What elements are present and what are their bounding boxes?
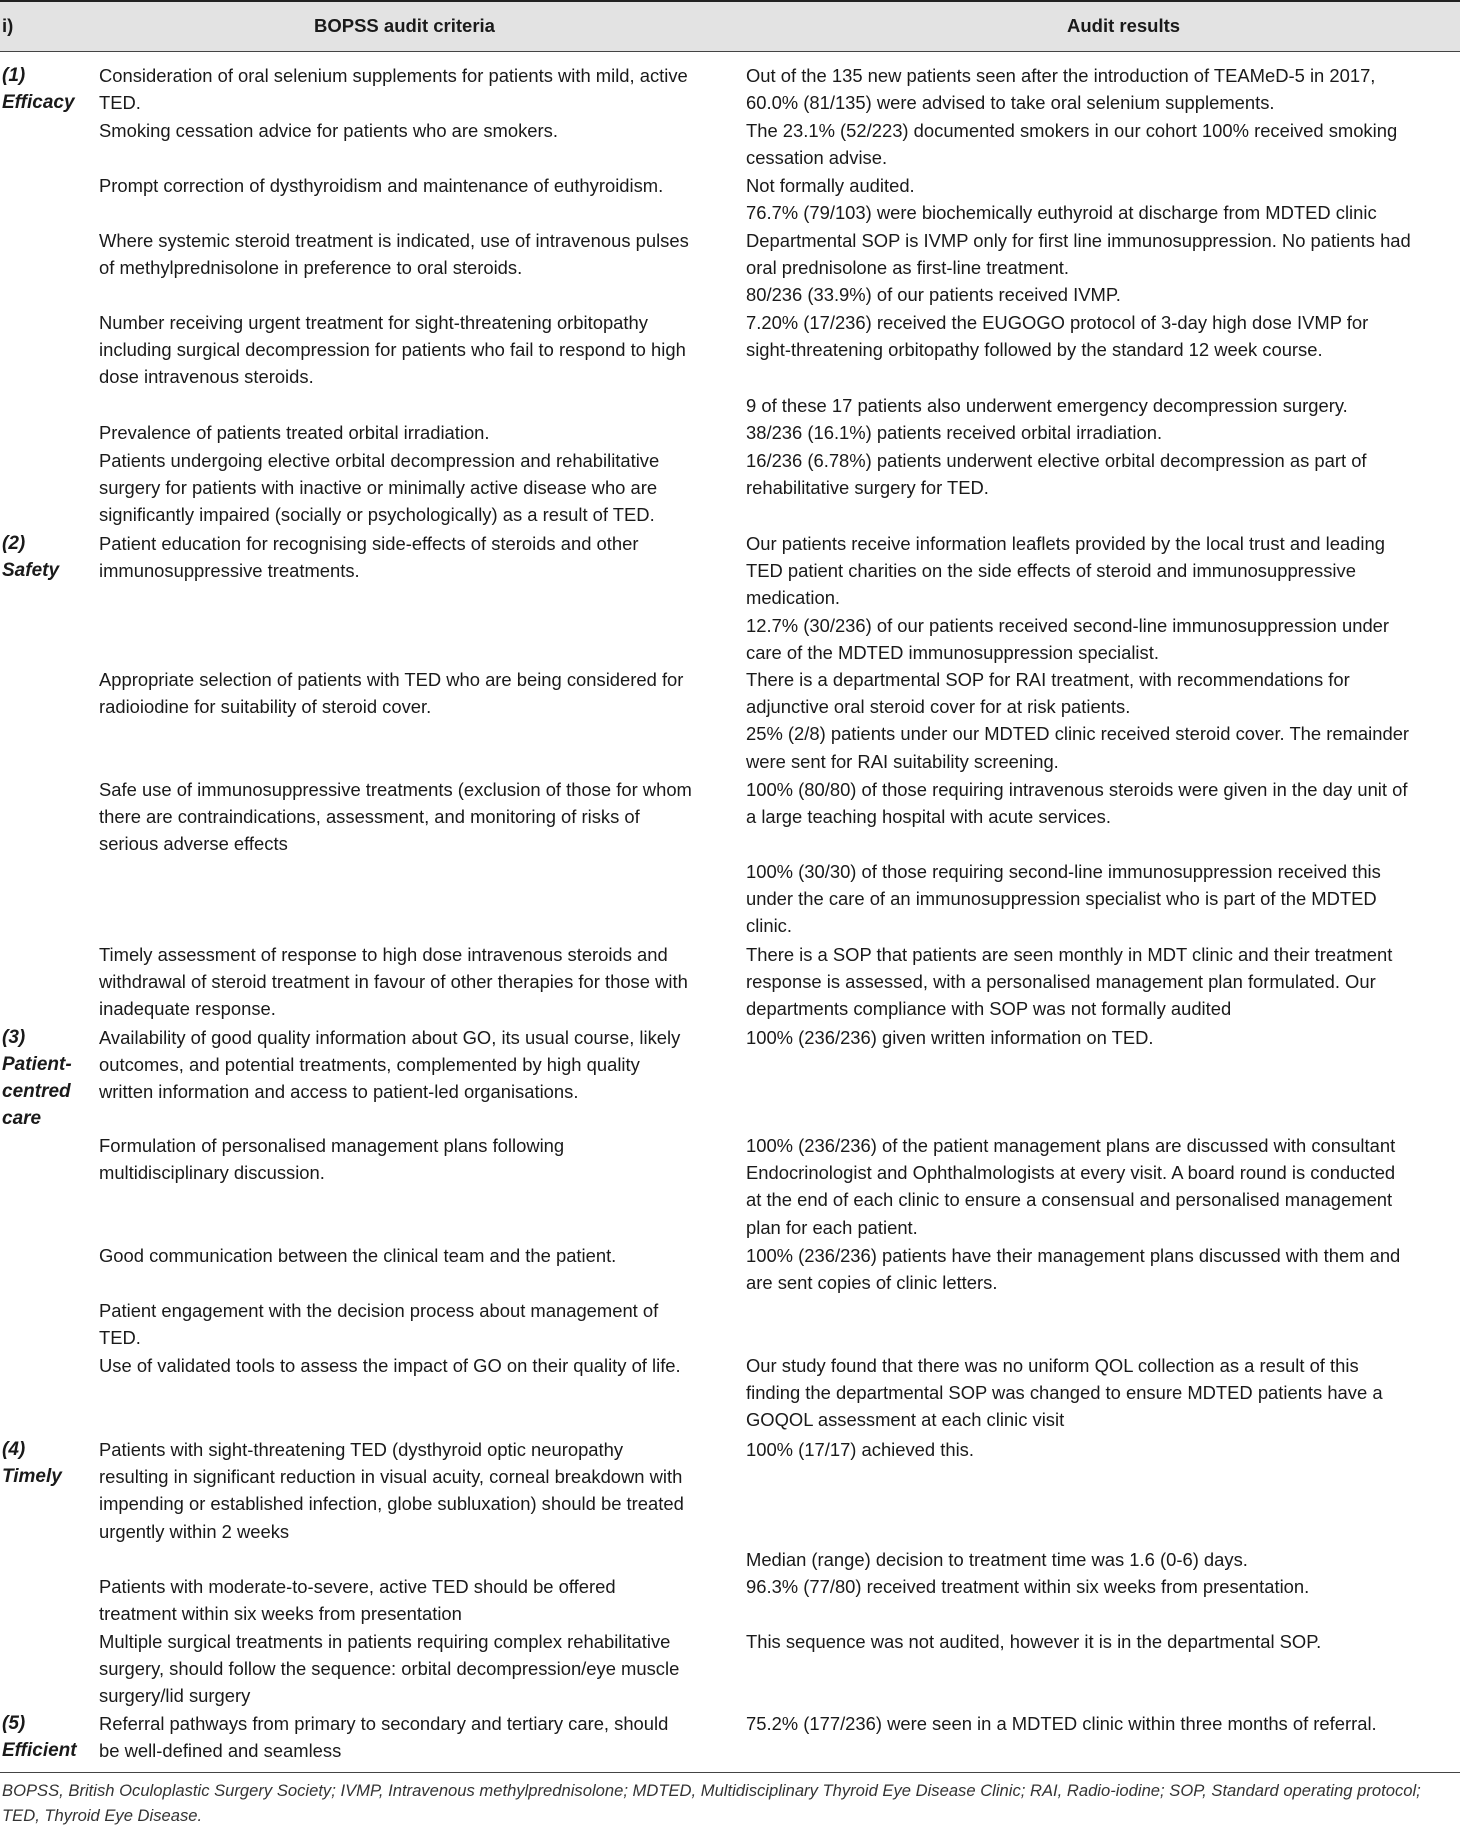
criterion-urgent-treatment: Number receiving urgent treatment for sight-threatening orbitopathy including surgical decompression for patients who fail to respond to high dose intravenous steroids. [99,312,686,388]
result-emergency-decompression: 9 of these 17 patients also underwent emergency decompression surgery. [746,395,1348,416]
result-selenium: Out of the 135 new patients seen after the introduction of TEAMeD-5 in 2017, 60.0% (81/135) were advised to take oral selenium supplements. [746,65,1376,114]
result-radioiodine-selection: There is a departmental SOP for RAI treatment, with recommendations for adjunctive oral steroid cover for at risk patients. 25% (2/8) patients under our MDTED clinic received steroid cover. The remainder were sent for RAI suitability screening. [746,669,1410,772]
results-column-heading: Audit results [1067,15,1181,36]
criterion-orbital-irradiation: Prevalence of patients treated orbital irradiation. [99,422,490,443]
result-orbital-irradiation: 38/236 (16.1%) patients received orbital irradiation. [746,422,1163,443]
result-communication: 100% (236/236) patients have their management plans discussed with them and are sent copies of clinic letters. [746,1245,1401,1294]
criterion-iv-methylprednisolone: Where systemic steroid treatment is indicated, use of intravenous pulses of methylprednisolone in preference to oral steroids. [99,230,689,279]
category-efficacy: (1) Efficacy [2,65,75,113]
result-urgent-treatment: 7.20% (17/236) received the EUGOGO protocol of 3-day high dose IVMP for sight-threatening orbitopathy followed by the standard 12 week course. [746,312,1369,361]
result-euthyroidism: Not formally audited. 76.7% (79/103) were biochemically euthyroid at discharge from MDTED clinic [746,175,1377,224]
criterion-euthyroidism: Prompt correction of dysthyroidism and maintenance of euthyroidism. [99,175,664,196]
criterion-radioiodine-selection: Appropriate selection of patients with TED who are being considered for radioiodine for suitability of steroid cover. [99,669,684,718]
result-sight-threatening-ted: 100% (17/17) achieved this. [746,1439,974,1460]
category-efficient: (5) Efficient [2,1713,77,1761]
result-six-weeks-treatment: 96.3% (77/80) received treatment within six weeks from presentation. [746,1576,1310,1597]
category-safety: (2) Safety [2,533,60,581]
criteria-column-heading: BOPSS audit criteria [314,15,495,36]
table-label: i) [2,15,14,36]
criterion-sight-threatening-ted: Patients with sight-threatening TED (dysthyroid optic neuropathy resulting in significant reduction in visual acuity, corneal breakdown with impending or established infection, globe subluxation) should be treated urgently within 2 weeks [99,1439,684,1542]
table-header [0,0,1460,52]
result-second-line-immunosuppression: 100% (30/30) of those requiring second-line immunosuppression received this under the care of an immunosuppression specialist who is part of the MDTED clinic. [746,861,1381,937]
criterion-response-assessment: Timely assessment of response to high dose intravenous steroids and withdrawal of steroid treatment in favour of other therapies for those with inadequate response. [99,944,688,1020]
result-response-assessment: There is a SOP that patients are seen monthly in MDT clinic and their treatment response is assessed, with a personalised management plan formulated. Our departments compliance with SOP was not formally audited [746,944,1393,1020]
criterion-communication: Good communication between the clinical team and the patient. [99,1245,617,1266]
result-decision-to-treatment-time: Median (range) decision to treatment time was 1.6 (0-6) days. [746,1549,1248,1570]
result-iv-methylprednisolone: Departmental SOP is IVMP only for first line immunosuppression. No patients had oral prednisolone as first-line treatment. 80/236 (33.9%) of our patients received IVMP. [746,230,1411,306]
criterion-elective-decompression: Patients undergoing elective orbital decompression and rehabilitative surgery for patients with inactive or minimally active disease who are significantly impaired (socially or psychologically) as a result of TED. [99,450,660,526]
category-timely: (4) Timely [2,1439,62,1487]
result-smoking-cessation: The 23.1% (52/223) documented smokers in our cohort 100% received smoking cessation advise. [746,120,1398,169]
criterion-personalised-plans: Formulation of personalised management plans following multidisciplinary discussion. [99,1135,565,1184]
table-footnote: BOPSS, British Oculoplastic Surgery Society; IVMP, Intravenous methylprednisolone; MDTED, Multidisciplinary Thyroid Eye Disease Clinic; RAI, Radio-iodine; SOP, Standard operating protocol; TED, Thyroid Eye Disease. [2,1781,1421,1825]
criterion-information-availability: Availability of good quality information about GO, its usual course, likely outcomes, and potential treatments, complemented by high quality written information and access to patient-led organisations. [99,1027,681,1103]
criterion-patient-education: Patient education for recognising side-effects of steroids and other immunosuppressive treatments. [99,533,639,582]
result-qol-tools: Our study found that there was no uniform QOL collection as a result of this finding the departmental SOP was changed to ensure MDTED patients have a GOQOL assessment at each clinic visit [746,1355,1383,1431]
criterion-six-weeks-treatment: Patients with moderate-to-severe, active TED should be offered treatment within six weeks from presentation [99,1576,616,1625]
table-bottom-rule [0,1772,1460,1773]
criterion-referral-pathways: Referral pathways from primary to secondary and tertiary care, should be well-defined and seamless [99,1713,669,1762]
result-intravenous-steroids: 100% (80/80) of those requiring intravenous steroids were given in the day unit of a large teaching hospital with acute services. [746,779,1408,828]
result-personalised-plans: 100% (236/236) of the patient management plans are discussed with consultant Endocrinologist and Ophthalmologists at every visit. A board round is conducted at the end of each clinic to ensure a consensual and personalised management plan for each patient. [746,1135,1396,1238]
criterion-patient-engagement: Patient engagement with the decision process about management of TED. [99,1300,659,1349]
criterion-smoking-cessation: Smoking cessation advice for patients who are smokers. [99,120,558,141]
criterion-safe-immunosuppression: Safe use of immunosuppressive treatments (exclusion of those for whom there are contraindications, assessment, and monitoring of risks of serious adverse effects [99,779,692,855]
category-patient-centred-care: (3) Patient- centred care [2,1027,72,1129]
criterion-surgical-sequence: Multiple surgical treatments in patients requiring complex rehabilitative surgery, should follow the sequence: orbital decompression/eye muscle surgery/lid surgery [99,1631,680,1707]
criterion-selenium: Consideration of oral selenium supplements for patients with mild, active TED. [99,65,688,114]
result-referral-pathways: 75.2% (177/236) were seen in a MDTED clinic within three months of referral. [746,1713,1377,1734]
result-surgical-sequence: This sequence was not audited, however it is in the departmental SOP. [746,1631,1322,1652]
result-information-availability: 100% (236/236) given written information on TED. [746,1027,1154,1048]
result-elective-decompression: 16/236 (6.78%) patients underwent elective orbital decompression as part of rehabilitative surgery for TED. [746,450,1367,499]
criterion-qol-tools: Use of validated tools to assess the impact of GO on their quality of life. [99,1355,681,1376]
result-patient-education: Our patients receive information leaflets provided by the local trust and leading TED patient charities on the side effects of steroid and immunosuppressive medication. 12.7% (30/236) of our patients received second-line immunosuppression under care of the MDTED immunosuppression specialist. [746,533,1390,663]
